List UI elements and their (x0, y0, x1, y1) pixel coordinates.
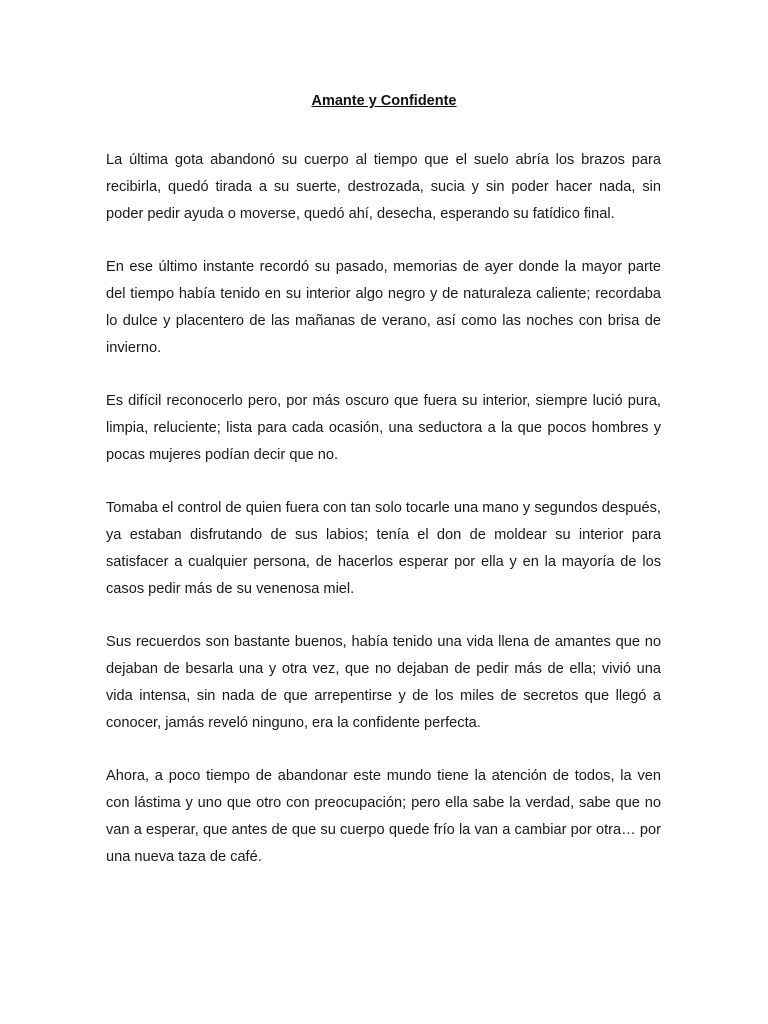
paragraph-4: Tomaba el control de quien fuera con tan solo tocarle una mano y segundos después, ya estaban disfrutando de sus labios; tenía el don de moldear su interior para satisfacer a cualquier persona, de hacerlos esperar por ella y en la mayoría de los casos pedir más de su venenosa miel. (106, 500, 661, 597)
paragraph-1: La última gota abandonó su cuerpo al tiempo que el suelo abría los brazos para recibirla, quedó tirada a su suerte, destrozada, sucia y sin poder hacer nada, sin poder pedir ayuda o moverse, quedó ahí, desecha, esperando su fatídico final. (106, 152, 661, 222)
paragraph-5: Sus recuerdos son bastante buenos, había tenido una vida llena de amantes que no dejaban de besarla una y otra vez, que no dejaban de pedir más de ella; vivió una vida intensa, sin nada de que arrepentirse y de los miles de secretos que llegó a conocer, jamás reveló ninguno, era la confidente perfecta. (106, 634, 661, 731)
document-title: Amante y Confidente (311, 93, 457, 109)
paragraph-2: En ese último instante recordó su pasado, memorias de ayer donde la mayor parte del tiempo había tenido en su interior algo negro y de naturaleza caliente; recordaba lo dulce y placentero de las mañanas de verano, así como las noches con brisa de invierno. (106, 259, 661, 356)
paragraph-6: Ahora, a poco tiempo de abandonar este mundo tiene la atención de todos, la ven con lástima y uno que otro con preocupación; pero ella sabe la verdad, sabe que no van a esperar, que antes de que su cuerpo quede frío la van a cambiar por otra… por una nueva taza de café. (106, 768, 661, 865)
paragraph-3: Es difícil reconocerlo pero, por más oscuro que fuera su interior, siempre lució pura, limpia, reluciente; lista para cada ocasión, una seductora a la que pocos hombres y pocas mujeres podían decir que no. (106, 393, 661, 463)
document-body (106, 147, 661, 897)
